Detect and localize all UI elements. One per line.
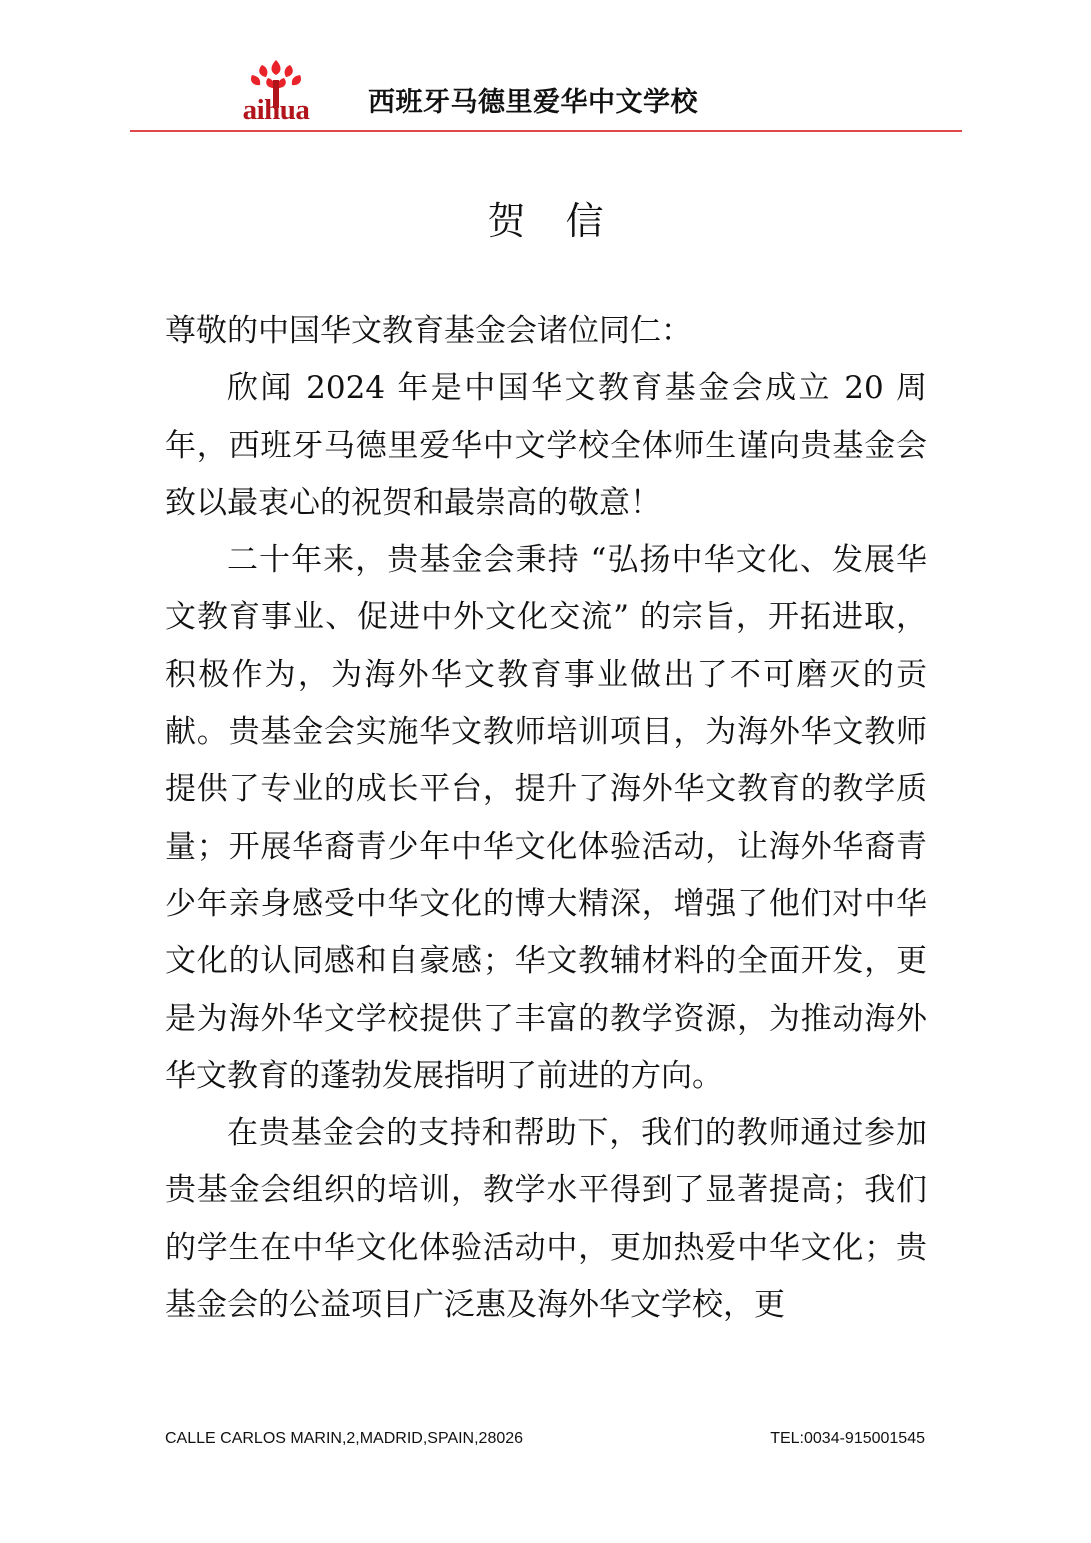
logo-wordmark: aihua — [242, 94, 310, 126]
aihua-logo — [224, 58, 328, 126]
salutation: 尊敬的中国华文教育基金会诸位同仁： — [165, 313, 692, 349]
paragraph: 在贵基金会的支持和帮助下，我们的教师通过参加贵基金会组织的培训，教学水平得到了显著提高；我们的学生在中华文化体验活动中，更加热爱中华文化；贵基金会的公益项目广泛惠及海外华文学校，更 — [165, 1115, 927, 1324]
paragraph: 二十年来，贵基金会秉持 “弘扬中华文化、发展华文教育事业、促进中外文化交流” 的宗旨，开拓进取，积极作为，为海外华文教育事业做出了不可磨灭的贡献。贵基金会实施华文教师培训项目，为海外华文教师提供了专业的成长平台，提升了海外华文教育的教学质量；开展华裔青少年中华文化体验活动，让海外华裔青少年亲身感受中华文化的博大精深，增强了他们对中华文化的认同感和自豪感；华文教辅材料的全面开发，更是为海外华文学校提供了丰富的教学资源，为推动海外华文教育的蓬勃发展指明了前进的方向。 — [165, 542, 927, 1094]
letter-body — [165, 303, 927, 1334]
paragraph: 欣闻 2024 年是中国华文教育基金会成立 20 周年，西班牙马德里爱华中文学校全体师生谨向贵基金会致以最衷心的祝贺和最崇高的敬意！ — [165, 370, 927, 521]
letterhead — [0, 0, 1091, 140]
footer-telephone: TEL:0034-915001545 — [770, 1430, 925, 1447]
page-title: 贺信 — [487, 199, 644, 243]
footer-address: CALLE CARLOS MARIN,2,MADRID,SPAIN,28026 — [165, 1430, 524, 1447]
school-name: 西班牙马德里爱华中文学校 — [368, 87, 698, 118]
header-divider — [130, 130, 962, 132]
